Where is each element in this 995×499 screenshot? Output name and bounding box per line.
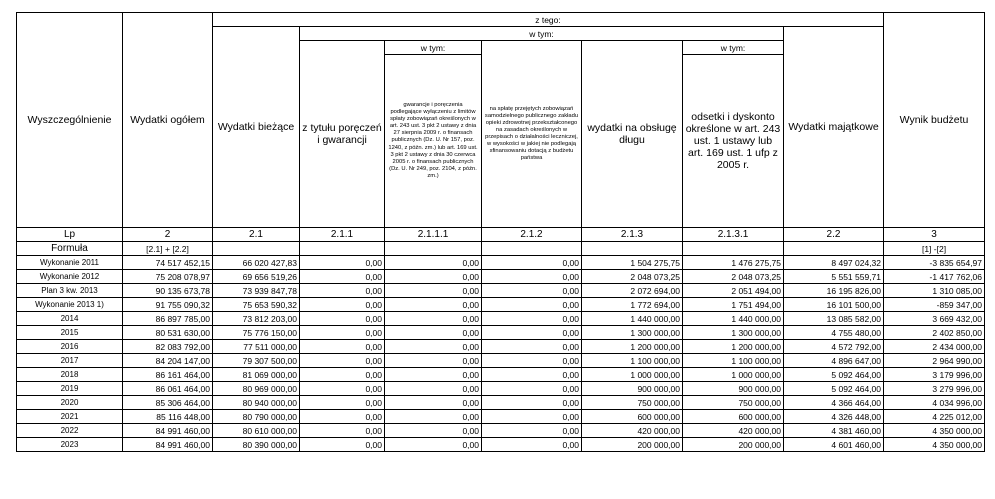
table-cell: 4 225 012,00 (884, 410, 985, 424)
table-cell: 1 504 275,75 (582, 256, 683, 270)
table-cell: 3 (884, 228, 985, 242)
table-cell: 1 100 000,00 (683, 354, 784, 368)
table-cell: 750 000,00 (582, 396, 683, 410)
header-wydatki-ogolem: Wydatki ogółem (123, 13, 213, 228)
table-cell: 2.2 (784, 228, 884, 242)
row-label: 2014 (17, 312, 123, 326)
table-cell: 0,00 (482, 396, 582, 410)
table-cell: 81 069 000,00 (213, 368, 300, 382)
table-cell: 0,00 (385, 270, 482, 284)
table-cell: 0,00 (482, 284, 582, 298)
table-cell: [2.1] + [2.2] (123, 242, 213, 256)
table-row (17, 270, 985, 284)
table-cell: 80 790 000,00 (213, 410, 300, 424)
table-cell: 4 755 480,00 (784, 326, 884, 340)
table-cell: 84 991 460,00 (123, 438, 213, 452)
table-cell: 5 551 559,71 (784, 270, 884, 284)
table-cell: 86 161 464,00 (123, 368, 213, 382)
table-cell: 1 300 000,00 (683, 326, 784, 340)
table-cell: 2.1.3 (582, 228, 683, 242)
header-z-tytulu-poreczen: z tytułu poręczeń i gwarancji (300, 41, 385, 228)
table-cell: 75 776 150,00 (213, 326, 300, 340)
table-cell: 600 000,00 (582, 410, 683, 424)
table-cell: 0,00 (385, 396, 482, 410)
table-row (17, 410, 985, 424)
header-splata-zobowiazan: na spłatę przejętych zobowiązań samodzielnego publicznego zakładu opieki zdrowotnej przekształconego na zasadach określonych w przepisach o działalności leczniczej, w wysokości w jakiej nie podlegają sfinansowaniu dotacją z budżetu państwa (482, 41, 582, 228)
table-cell: 80 610 000,00 (213, 424, 300, 438)
table-cell: 73 812 203,00 (213, 312, 300, 326)
table-cell: 420 000,00 (582, 424, 683, 438)
table-cell: 1 200 000,00 (683, 340, 784, 354)
table-cell: 0,00 (300, 312, 385, 326)
formula-row (17, 242, 985, 256)
table-cell: 0,00 (385, 326, 482, 340)
table-cell: 0,00 (300, 424, 385, 438)
table-row (17, 312, 985, 326)
table-cell: 3 279 996,00 (884, 382, 985, 396)
table-cell: 80 531 630,00 (123, 326, 213, 340)
table-cell: 80 390 000,00 (213, 438, 300, 452)
table-cell: 2 051 494,00 (683, 284, 784, 298)
table-cell (213, 242, 300, 256)
table-cell: 4 896 647,00 (784, 354, 884, 368)
table-cell: 1 100 000,00 (582, 354, 683, 368)
table-cell: 2 048 073,25 (582, 270, 683, 284)
table-cell: 1 751 494,00 (683, 298, 784, 312)
table-cell: 16 101 500,00 (784, 298, 884, 312)
header-wyszczegolnienie: Wyszczególnienie (17, 13, 123, 228)
header-gwarancje: gwarancje i poręczenia podlegające wyłączeniu z limitów spłaty zobowiązań określonych w art. 243 ust. 3 pkt 2 ustawy z dnia 27 sierpnia 2009 r. o finansach publicznych (Dz. U. Nr 157, poz. 1240, z późn. zm.) lub art. 169 ust. 3 pkt 2 ustawy z dnia 30 czerwca 2005 r. o finansach publicznych (Dz. U. Nr 249, poz. 2104, z późn. zm.) (385, 55, 482, 228)
table-cell: 66 020 427,83 (213, 256, 300, 270)
row-label: 2017 (17, 354, 123, 368)
row-label: 2019 (17, 382, 123, 396)
table-cell: 2 048 073,25 (683, 270, 784, 284)
table-cell: 0,00 (300, 270, 385, 284)
table-cell: 4 381 460,00 (784, 424, 884, 438)
table-cell: 3 669 432,00 (884, 312, 985, 326)
table-cell: 85 116 448,00 (123, 410, 213, 424)
table-row (17, 326, 985, 340)
table-cell: 2.1.1.1 (385, 228, 482, 242)
table-cell: 600 000,00 (683, 410, 784, 424)
table-cell: 5 092 464,00 (784, 368, 884, 382)
table-cell: 0,00 (300, 382, 385, 396)
table-cell: -859 347,00 (884, 298, 985, 312)
row-label: Lp (17, 228, 123, 242)
table-cell: 420 000,00 (683, 424, 784, 438)
header-w-tym-2: w tym: (385, 41, 482, 55)
row-label: Wykonanie 2012 (17, 270, 123, 284)
table-cell: 0,00 (300, 396, 385, 410)
table-cell: 73 939 847,78 (213, 284, 300, 298)
table-cell: 0,00 (300, 368, 385, 382)
table-cell (784, 242, 884, 256)
table-cell: 0,00 (482, 298, 582, 312)
table-cell: [1] -[2] (884, 242, 985, 256)
table-row (17, 424, 985, 438)
table-cell: 0,00 (482, 340, 582, 354)
table-cell: 0,00 (300, 438, 385, 452)
table-cell: 8 497 024,32 (784, 256, 884, 270)
table-cell: 0,00 (385, 438, 482, 452)
row-label: Wykonanie 2011 (17, 256, 123, 270)
row-label: 2020 (17, 396, 123, 410)
row-label: 2015 (17, 326, 123, 340)
table-cell: 0,00 (300, 354, 385, 368)
table-cell: 4 572 792,00 (784, 340, 884, 354)
table-cell: 0,00 (482, 270, 582, 284)
table-row (17, 438, 985, 452)
header-wydatki-majatkowe: Wydatki majątkowe (784, 27, 884, 228)
table-cell: 2.1.2 (482, 228, 582, 242)
table-cell: 2 964 990,00 (884, 354, 985, 368)
table-cell: 0,00 (300, 284, 385, 298)
table-cell: 900 000,00 (683, 382, 784, 396)
table-cell: 1 310 085,00 (884, 284, 985, 298)
table-cell: 2 402 850,00 (884, 326, 985, 340)
row-label: 2023 (17, 438, 123, 452)
row-label: Plan 3 kw. 2013 (17, 284, 123, 298)
table-cell: -3 835 654,97 (884, 256, 985, 270)
table-cell: 4 350 000,00 (884, 438, 985, 452)
table-cell: 69 656 519,26 (213, 270, 300, 284)
table-row (17, 354, 985, 368)
table-row (17, 256, 985, 270)
table-cell: 90 135 673,78 (123, 284, 213, 298)
table-cell: 91 755 090,32 (123, 298, 213, 312)
table-cell: 4 326 448,00 (784, 410, 884, 424)
table-cell: 3 179 996,00 (884, 368, 985, 382)
table-cell: 84 991 460,00 (123, 424, 213, 438)
table-cell: 4 601 460,00 (784, 438, 884, 452)
table-cell: 4 350 000,00 (884, 424, 985, 438)
table-cell: 1 200 000,00 (582, 340, 683, 354)
table-cell: 5 092 464,00 (784, 382, 884, 396)
table-cell: 0,00 (385, 256, 482, 270)
header-z-tego: z tego: (213, 13, 884, 27)
table-cell: 2 434 000,00 (884, 340, 985, 354)
table-cell: 74 517 452,15 (123, 256, 213, 270)
table-cell: 2 (123, 228, 213, 242)
lp-row (17, 228, 985, 242)
table-cell: 0,00 (385, 424, 482, 438)
table-cell (582, 242, 683, 256)
table-cell: 4 034 996,00 (884, 396, 985, 410)
row-label: 2016 (17, 340, 123, 354)
header-w-tym-1: w tym: (300, 27, 784, 41)
table-cell: 0,00 (300, 326, 385, 340)
table-cell: 0,00 (482, 326, 582, 340)
table-cell: 0,00 (482, 424, 582, 438)
table-cell: 80 940 000,00 (213, 396, 300, 410)
table-cell: 0,00 (385, 298, 482, 312)
table-cell: 0,00 (385, 340, 482, 354)
table-row (17, 340, 985, 354)
header-w-tym-3: w tym: (683, 41, 784, 55)
table-cell: 900 000,00 (582, 382, 683, 396)
row-label: 2021 (17, 410, 123, 424)
table-cell: 0,00 (385, 368, 482, 382)
table-cell: 86 061 464,00 (123, 382, 213, 396)
row-label: Wykonanie 2013 1) (17, 298, 123, 312)
table-cell: 77 511 000,00 (213, 340, 300, 354)
table-cell (482, 242, 582, 256)
table-cell: 0,00 (300, 410, 385, 424)
table-cell: 13 085 582,00 (784, 312, 884, 326)
table-cell: 75 653 590,32 (213, 298, 300, 312)
table-cell: 4 366 464,00 (784, 396, 884, 410)
table-cell: 0,00 (482, 382, 582, 396)
table-cell: 1 476 275,75 (683, 256, 784, 270)
table-cell (683, 242, 784, 256)
table-cell: 0,00 (482, 438, 582, 452)
table-cell: 1 000 000,00 (683, 368, 784, 382)
table-cell: 0,00 (385, 312, 482, 326)
table-cell (385, 242, 482, 256)
header-obsluga-dlugu: wydatki na obsługę długu (582, 41, 683, 228)
table-row (17, 382, 985, 396)
table-row (17, 368, 985, 382)
table-cell: 1 440 000,00 (683, 312, 784, 326)
table-row (17, 284, 985, 298)
table-cell: 80 969 000,00 (213, 382, 300, 396)
row-label: 2022 (17, 424, 123, 438)
table-cell: 86 897 785,00 (123, 312, 213, 326)
table-cell (300, 242, 385, 256)
table-cell: 0,00 (482, 410, 582, 424)
table-cell: 0,00 (385, 382, 482, 396)
table-cell: 750 000,00 (683, 396, 784, 410)
table-cell: 75 208 078,97 (123, 270, 213, 284)
table-cell: 1 440 000,00 (582, 312, 683, 326)
header-wydatki-biezace: Wydatki bieżące (213, 27, 300, 228)
table-cell: 0,00 (300, 298, 385, 312)
table-cell: -1 417 762,06 (884, 270, 985, 284)
table-cell: 0,00 (385, 354, 482, 368)
table-cell: 0,00 (482, 312, 582, 326)
table-row (17, 298, 985, 312)
table-cell: 1 300 000,00 (582, 326, 683, 340)
table-cell: 16 195 826,00 (784, 284, 884, 298)
table-cell: 1 000 000,00 (582, 368, 683, 382)
table-cell: 0,00 (300, 340, 385, 354)
table-cell: 0,00 (482, 368, 582, 382)
table-cell: 2 072 694,00 (582, 284, 683, 298)
table-cell: 2.1 (213, 228, 300, 242)
table-cell: 0,00 (300, 256, 385, 270)
table-cell: 0,00 (482, 354, 582, 368)
table-cell: 200 000,00 (582, 438, 683, 452)
row-label: 2018 (17, 368, 123, 382)
table-cell: 84 204 147,00 (123, 354, 213, 368)
table-cell: 2.1.3.1 (683, 228, 784, 242)
table-cell: 0,00 (482, 256, 582, 270)
table-row (17, 396, 985, 410)
header-odsetki: odsetki i dyskonto określone w art. 243 ust. 1 ustawy lub art. 169 ust. 1 ufp z 2005 r. (683, 55, 784, 228)
budget-table (16, 12, 985, 452)
table-cell: 0,00 (385, 284, 482, 298)
row-label: Formuła (17, 242, 123, 256)
table-cell: 200 000,00 (683, 438, 784, 452)
table-cell: 85 306 464,00 (123, 396, 213, 410)
table-cell: 0,00 (385, 410, 482, 424)
table-cell: 79 307 500,00 (213, 354, 300, 368)
header-wynik-budzetu: Wynik budżetu (884, 13, 985, 228)
table-cell: 82 083 792,00 (123, 340, 213, 354)
table-cell: 2.1.1 (300, 228, 385, 242)
table-cell: 1 772 694,00 (582, 298, 683, 312)
